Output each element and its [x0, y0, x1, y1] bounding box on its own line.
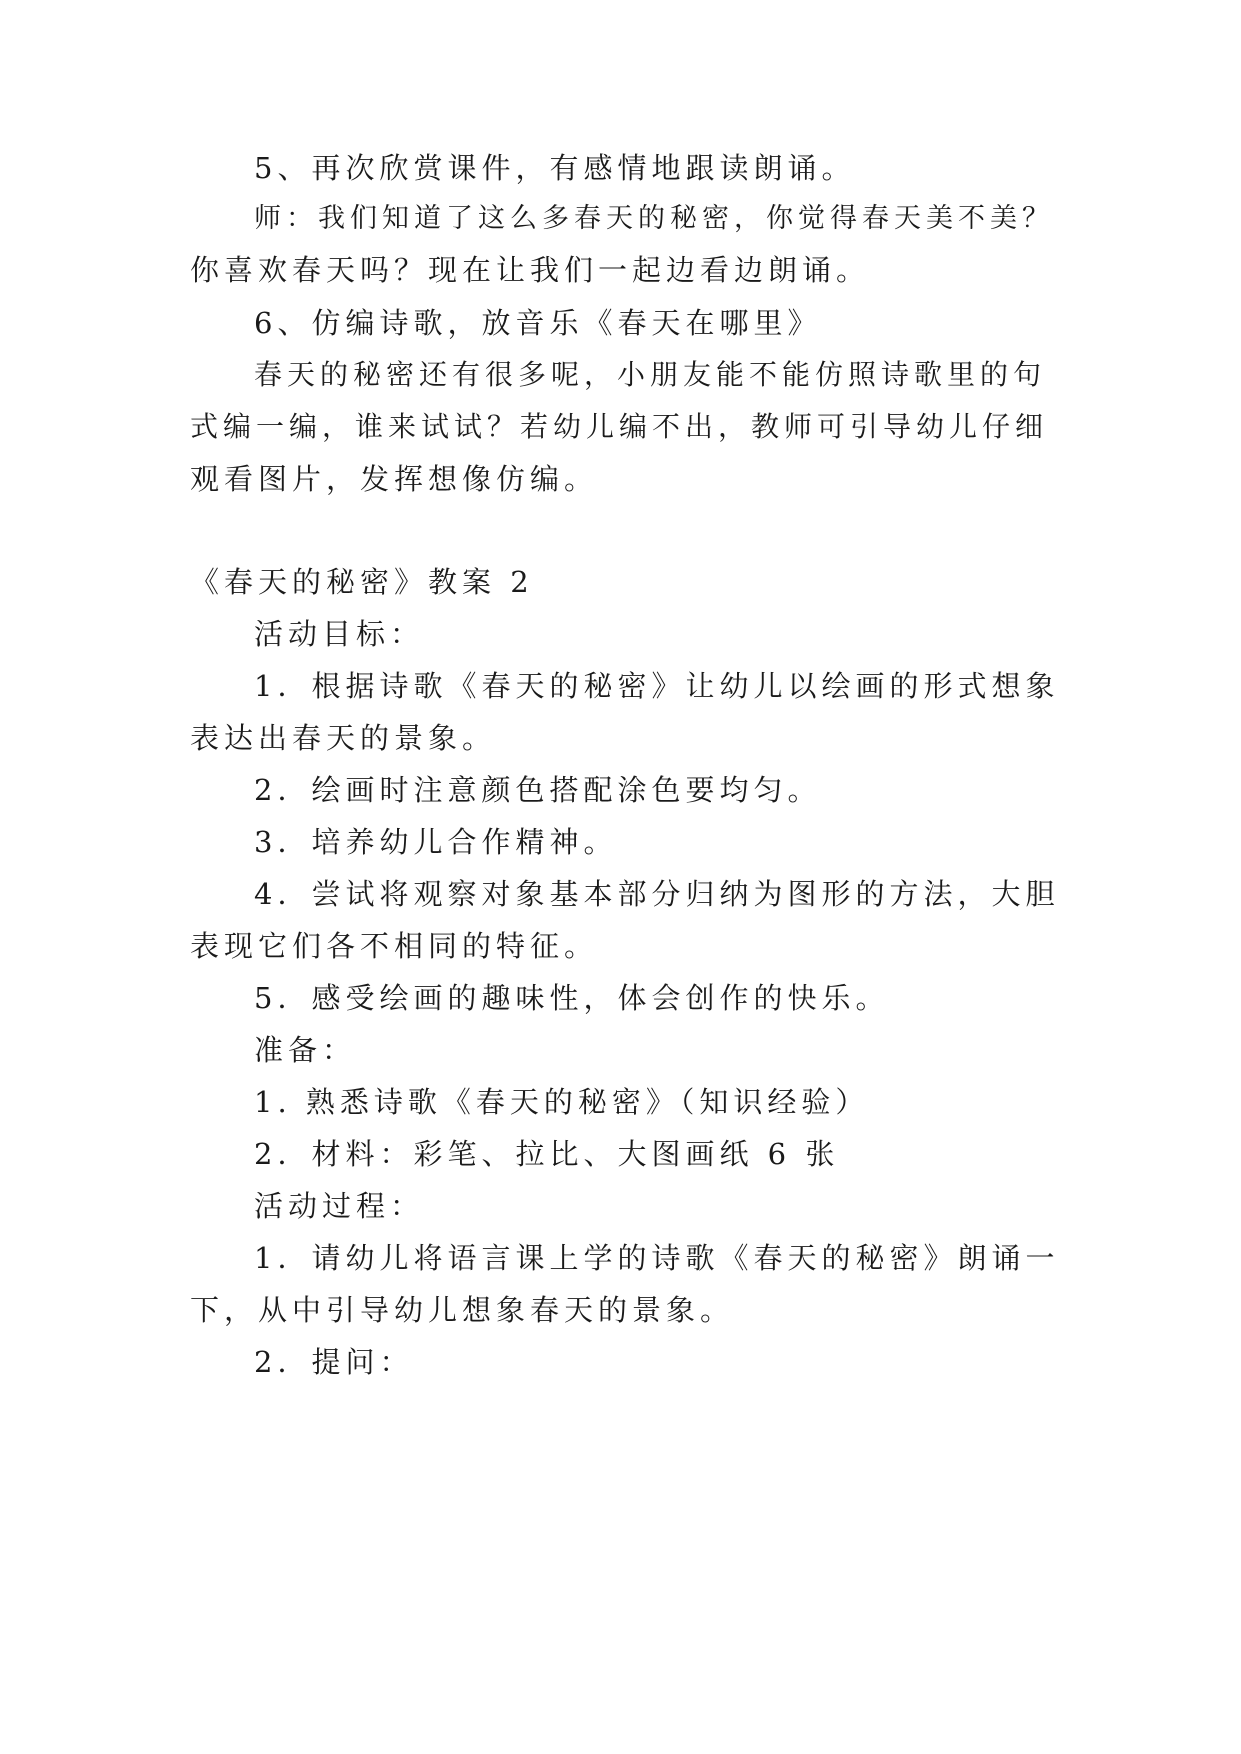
paragraph-step-5: 5、再次欣赏课件，有感情地跟读朗诵。 [254, 151, 856, 185]
goals-heading: 活动目标： [254, 617, 425, 651]
section-title: 《春天的秘密》教案 2 [190, 565, 534, 599]
paragraph-secret-line-3: 观看图片，发挥想像仿编。 [190, 462, 599, 496]
paragraph-teacher-line-2: 你喜欢春天吗？现在让我们一起边看边朗诵。 [190, 253, 871, 287]
paragraph-secret-line-1: 春天的秘密还有很多呢，小朋友能不能仿照诗歌里的句 [254, 358, 1047, 391]
paragraph-step-6: 6、仿编诗歌，放音乐《春天在哪里》 [254, 306, 822, 340]
process-step-1-line-1: 1．请幼儿将语言课上学的诗歌《春天的秘密》朗诵一 [254, 1241, 1060, 1275]
prep-item-2: 2．材料：彩笔、拉比、大图画纸 6 张 [254, 1137, 840, 1171]
goal-2: 2．绘画时注意颜色搭配涂色要均匀。 [254, 773, 822, 807]
goal-4-line-2: 表现它们各不相同的特征。 [190, 929, 599, 963]
paragraph-secret-line-2: 式编一编，谁来试试？若幼儿编不出，教师可引导幼儿仔细 [190, 410, 1049, 443]
process-step-1-line-2: 下，从中引导幼儿想象春天的景象。 [190, 1293, 735, 1327]
goal-1-line-1: 1．根据诗歌《春天的秘密》让幼儿以绘画的形式想象 [254, 669, 1060, 703]
goal-3: 3．培养幼儿合作精神。 [254, 825, 618, 859]
goal-5: 5．感受绘画的趣味性，体会创作的快乐。 [254, 981, 890, 1015]
process-heading: 活动过程： [254, 1189, 425, 1223]
prep-heading: 准备： [254, 1033, 357, 1067]
prep-item-1: 1. 熟悉诗歌《春天的秘密》（知识经验） [254, 1085, 870, 1119]
goal-1-line-2: 表达出春天的景象。 [190, 721, 497, 755]
paragraph-teacher-line-1: 师：我们知道了这么多春天的秘密，你觉得春天美不美？ [254, 203, 1054, 234]
goal-4-line-1: 4．尝试将观察对象基本部分归纳为图形的方法，大胆 [254, 877, 1060, 911]
process-step-2: 2．提问： [254, 1345, 414, 1379]
